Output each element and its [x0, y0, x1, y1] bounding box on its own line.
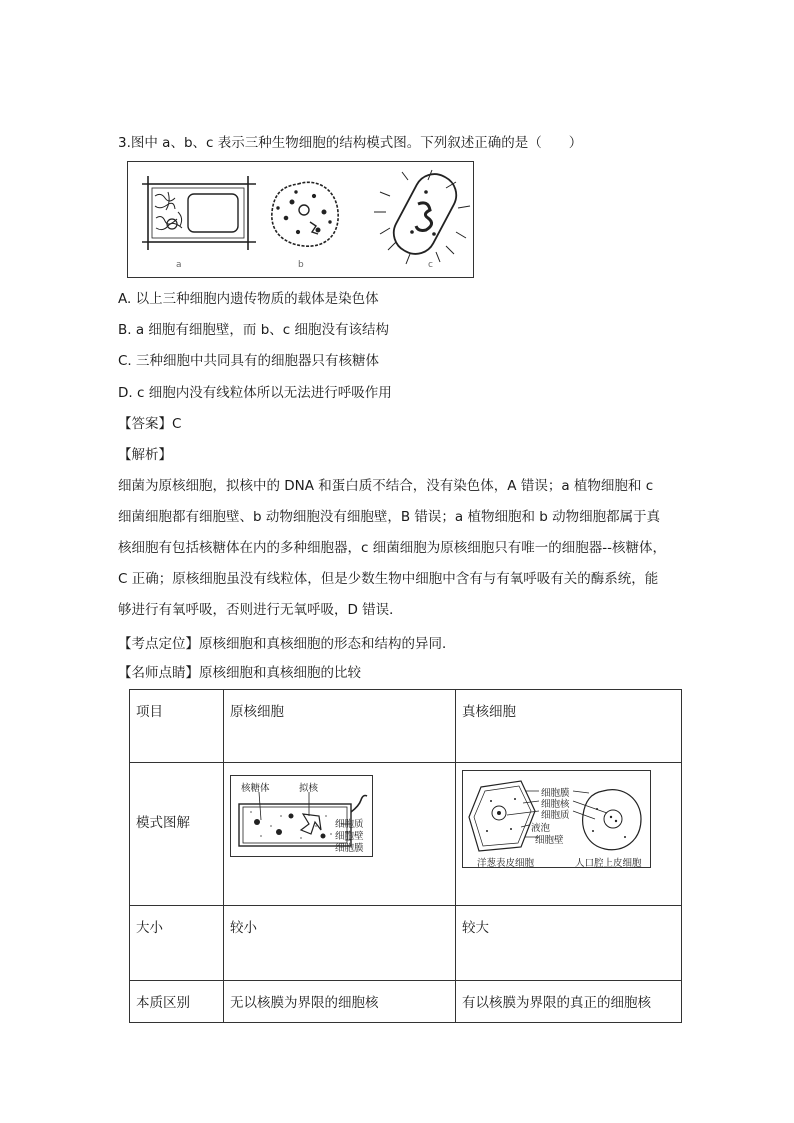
analysis-line: 细菌为原核细胞，拟核中的 DNA 和蛋白质不结合，没有染色体，A 错误；a 植物细胞和 c: [118, 478, 654, 494]
animal-cell-drawing: [272, 182, 338, 246]
header-item: 项目: [130, 690, 224, 763]
row-label-essential-difference: 本质区别: [130, 981, 224, 1023]
caption-onion-cell: 洋葱表皮细胞: [477, 858, 535, 869]
label-vacuole: 液泡: [531, 823, 551, 834]
question-stem: 3.图中 a、b、c 表示三种生物细胞的结构模式图。下列叙述正确的是（ ）: [118, 135, 583, 151]
caption-cheek-cell: 人口腔上皮细胞: [575, 858, 642, 869]
table-row: [130, 981, 682, 1023]
label-ribosome: 核糖体: [241, 783, 270, 794]
option-d: D. c 细胞内没有线粒体所以无法进行呼吸作用: [118, 385, 392, 401]
label-euk-nucleus: 细胞核: [541, 799, 570, 810]
label-cell-membrane: 细胞膜: [335, 843, 364, 854]
label-cytoplasm: 细胞质: [335, 819, 364, 830]
bacterial-cell-drawing: [374, 167, 470, 264]
label-cell-wall: 细胞壁: [335, 831, 364, 842]
label-euk-membrane: 细胞膜: [541, 788, 570, 799]
table-row: [130, 906, 682, 981]
figure-label-a: a: [176, 260, 182, 270]
row-label-diagram: 模式图解: [130, 763, 224, 906]
prokaryote-diagram: [230, 775, 373, 857]
comparison-table: [129, 689, 682, 1023]
kaodian-note: 【考点定位】原核细胞和真核细胞的形态和结构的异同．: [118, 636, 456, 652]
eukaryote-essential-difference: 有以核膜为界限的真正的细胞核: [456, 981, 682, 1023]
analysis-line: 够进行有氧呼吸，否则进行无氧呼吸，D 错误．: [118, 602, 403, 618]
header-prokaryote: 原核细胞: [224, 690, 456, 763]
figure-label-c: c: [428, 260, 433, 270]
eukaryote-diagram: [462, 770, 651, 868]
prokaryote-essential-difference: 无以核膜为界限的细胞核: [224, 981, 456, 1023]
option-b: B. a 细胞有细胞壁，而 b、c 细胞没有该结构: [118, 322, 389, 338]
cell-structure-figure: [127, 161, 474, 278]
figure-label-b: b: [298, 260, 304, 270]
analysis-line: 核细胞有包括核糖体在内的多种细胞器，c 细菌细胞为原核细胞只有唯一的细胞器--核糖体，: [118, 540, 666, 556]
table-row: [130, 763, 682, 906]
analysis-line: C 正确；原核细胞虽没有线粒体，但是少数生物中细胞中含有与有氧呼吸有关的酶系统，能: [118, 571, 659, 587]
analysis-line: 细菌细胞都有细胞壁、b 动物细胞没有细胞壁，B 错误；a 植物细胞和 b 动物细胞都属于真: [118, 509, 661, 525]
table-header-row: [130, 690, 682, 763]
row-label-size: 大小: [130, 906, 224, 981]
mingshi-note: 【名师点睛】原核细胞和真核细胞的比较: [118, 665, 361, 681]
header-eukaryote: 真核细胞: [456, 690, 682, 763]
analysis-body: [118, 471, 678, 626]
option-c: C. 三种细胞中共同具有的细胞器只有核糖体: [118, 353, 380, 369]
analysis-heading: 【解析】: [118, 447, 172, 463]
prokaryote-size: 较小: [224, 906, 456, 981]
option-a: A. 以上三种细胞内遗传物质的载体是染色体: [118, 291, 379, 307]
label-euk-wall: 细胞壁: [535, 835, 564, 846]
label-euk-cytoplasm: 细胞质: [541, 810, 570, 821]
plant-cell-drawing: [142, 176, 256, 250]
eukaryote-size: 较大: [456, 906, 682, 981]
label-nucleoid: 拟核: [299, 783, 319, 794]
answer: 【答案】C: [118, 416, 182, 432]
